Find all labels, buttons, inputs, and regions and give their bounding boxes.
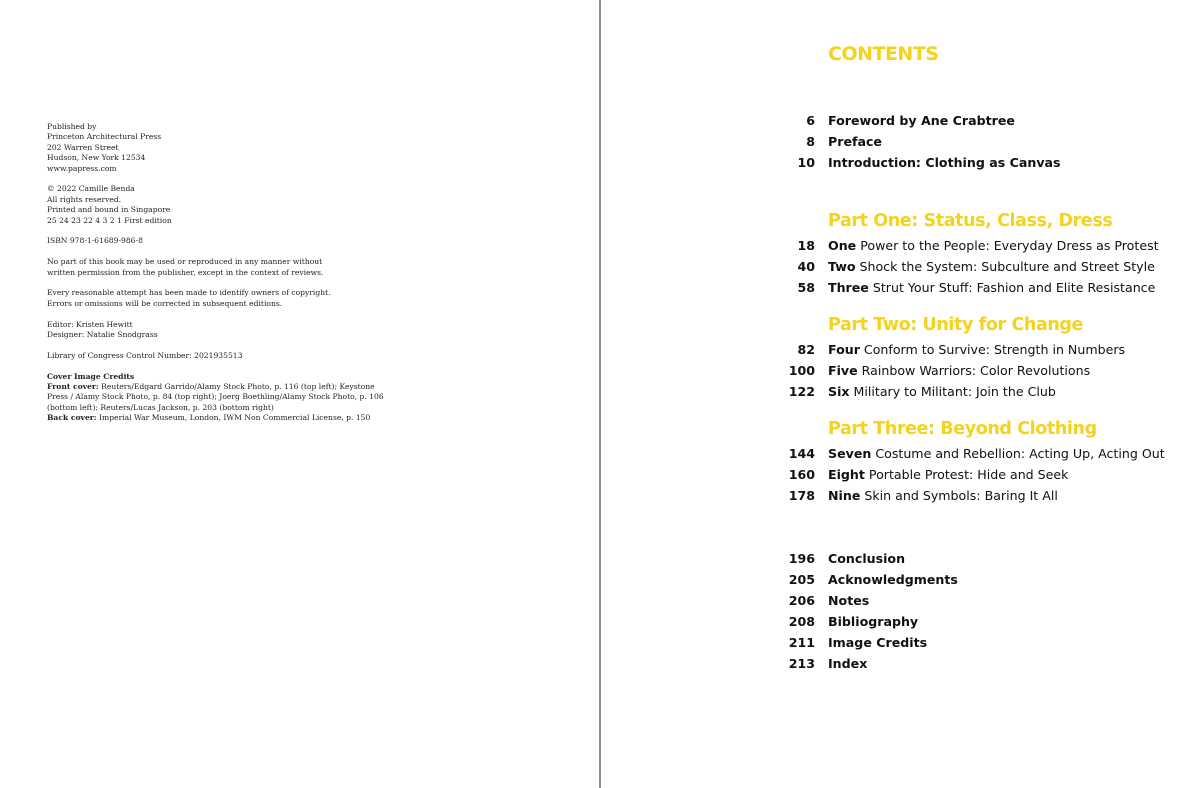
chapter-label [828, 256, 1155, 277]
entry-label [828, 590, 869, 611]
rights-line: 25 24 23 22 4 3 2 1 First edition [47, 215, 172, 225]
chapter-number: One [828, 238, 857, 253]
chapter-number: Six [828, 384, 850, 399]
entry-label [828, 653, 867, 674]
toc-chapter[interactable] [760, 339, 1126, 360]
toc-chapter[interactable] [760, 235, 1159, 256]
publisher-line: Published by [47, 122, 97, 131]
reproduction-notice [47, 257, 367, 278]
toc-entry[interactable] [760, 548, 906, 569]
editor-line: Editor: Kristen Hewitt [47, 319, 133, 329]
rights-line: All rights reserved. [47, 194, 122, 204]
lccn-text: Library of Congress Control Number: 2021935513 [47, 350, 243, 360]
page-number: 40 [797, 259, 815, 274]
front-cover-label: Front cover: [47, 382, 99, 392]
part-heading: Part One: Status, Class, Dress [828, 211, 1113, 231]
chapter-label [828, 443, 1165, 464]
chapter-label [828, 360, 1090, 381]
toc-chapter[interactable] [760, 443, 1165, 464]
page-number: 144 [788, 446, 815, 461]
chapter-number: Nine [828, 488, 861, 503]
chapter-number: Three [828, 280, 869, 295]
chapter-label [828, 485, 1058, 506]
page-number: 196 [788, 551, 815, 566]
part-heading: Part Three: Beyond Clothing [828, 419, 1097, 439]
page-number: 8 [806, 134, 815, 149]
editorial-credits [47, 320, 367, 341]
rights-info [47, 184, 367, 226]
page-number: 208 [788, 614, 815, 629]
publisher-line: www.papress.com [47, 163, 117, 173]
page-number: 206 [788, 593, 815, 608]
notice-line: Every reasonable attempt has been made to identify owners of copyright. [47, 288, 331, 298]
toc-chapter[interactable] [760, 277, 1156, 298]
page-number: 205 [788, 572, 815, 587]
entry-title: Image Credits [828, 635, 928, 650]
copyright-page [0, 0, 599, 788]
back-cover-text: Imperial War Museum, London, IWM Non Commercial License, p. 150 [96, 413, 371, 423]
entry-title: Acknowledgments [828, 572, 958, 587]
publisher-line: Hudson, New York 12534 [47, 153, 146, 163]
entry-title: Conclusion [828, 551, 906, 566]
entry-title: Introduction: Clothing as Canvas [828, 155, 1061, 170]
toc-entry[interactable] [760, 110, 1015, 131]
page-number: 6 [806, 113, 815, 128]
toc-entry[interactable] [760, 611, 919, 632]
page-number: 122 [788, 384, 815, 399]
chapter-label [828, 277, 1155, 298]
page-number: 213 [788, 656, 815, 671]
credits-heading: Cover Image Credits [47, 371, 135, 381]
chapter-number: Four [828, 342, 860, 357]
page-number: 178 [788, 488, 815, 503]
entry-title: Foreword by Ane Crabtree [828, 113, 1015, 128]
page-number: 58 [797, 280, 815, 295]
entry-label [828, 632, 927, 653]
chapter-title: Strut Your Stuff: Fashion and Elite Resistance [872, 280, 1156, 295]
toc-entry[interactable] [760, 590, 870, 611]
cover-image-credits [47, 371, 384, 424]
toc-entry[interactable] [760, 569, 958, 590]
chapter-label [828, 235, 1159, 256]
front-cover-text: Reuters/Edgard Garrido/Alamy Stock Photo, p. 116 (top left); Keystone [98, 382, 375, 392]
entry-label [828, 611, 918, 632]
page-number: 82 [797, 342, 815, 357]
chapter-title: Costume and Rebellion: Acting Up, Acting Out [875, 446, 1165, 461]
toc-chapter[interactable] [760, 360, 1091, 381]
entry-label [828, 548, 905, 569]
chapter-title: Shock the System: Subculture and Street Style [859, 259, 1155, 274]
entry-label [828, 569, 958, 590]
notice-line: Errors or omissions will be corrected in subsequent editions. [47, 298, 283, 308]
chapter-title: Rainbow Warriors: Color Revolutions [861, 363, 1091, 378]
page-number: 18 [797, 238, 815, 253]
toc-entry[interactable] [760, 632, 928, 653]
rights-line: © 2022 Camille Benda [47, 184, 135, 194]
page-number: 10 [797, 155, 815, 170]
chapter-title: Military to Militant: Join the Club [853, 384, 1056, 399]
toc-chapter[interactable] [760, 256, 1155, 277]
copyright-owner-notice [47, 288, 367, 309]
back-cover-credit [47, 413, 371, 423]
publisher-line: 202 Warren Street [47, 142, 119, 152]
isbn [47, 236, 367, 246]
toc-chapter[interactable] [760, 485, 1058, 506]
part-heading: Part Two: Unity for Change [828, 315, 1084, 335]
chapter-label [828, 464, 1068, 485]
isbn-text: ISBN 978-1-61689-986-8 [47, 236, 143, 246]
chapter-number: Eight [828, 467, 865, 482]
lccn [47, 351, 367, 361]
entry-label [828, 131, 882, 152]
chapter-number: Five [828, 363, 858, 378]
chapter-title: Portable Protest: Hide and Seek [868, 467, 1069, 482]
toc-chapter[interactable] [760, 464, 1069, 485]
back-cover-label: Back cover: [47, 413, 97, 423]
chapter-title: Conform to Survive: Strength in Numbers [863, 342, 1126, 357]
entry-title: Notes [828, 593, 870, 608]
rights-line: Printed and bound in Singapore [47, 205, 171, 215]
chapter-number: Seven [828, 446, 872, 461]
entry-title: Index [828, 656, 868, 671]
front-cover-credit [47, 382, 375, 392]
copyright-block [47, 122, 384, 434]
chapter-label [828, 381, 1056, 402]
page-number: 160 [788, 467, 815, 482]
page-number: 211 [788, 635, 815, 650]
front-cover-credit-cont: (bottom left); Reuters/Lucas Jackson, p. 203 (bottom right) [47, 402, 274, 412]
chapter-number: Two [828, 259, 856, 274]
toc-chapter[interactable] [760, 381, 1056, 402]
publisher-info [47, 122, 367, 174]
chapter-title: Power to the People: Everyday Dress as Protest [860, 238, 1159, 253]
publisher-line: Princeton Architectural Press [47, 132, 162, 142]
chapter-title: Skin and Symbols: Baring It All [864, 488, 1058, 503]
chapter-label [828, 339, 1125, 360]
toc-entry[interactable] [760, 131, 882, 152]
page-number: 100 [788, 363, 815, 378]
notice-line: written permission from the publisher, except in the context of reviews. [47, 267, 324, 277]
toc-entry[interactable] [760, 152, 1061, 173]
entry-label [828, 110, 1015, 131]
front-cover-credit-cont: Press / Alamy Stock Photo, p. 84 (top right); Joerg Boethling/Alamy Stock Photo, p. 106 [47, 392, 384, 402]
entry-label [828, 152, 1061, 173]
contents-title: CONTENTS [828, 43, 939, 65]
notice-line: No part of this book may be used or reproduced in any manner without [47, 257, 323, 267]
entry-title: Bibliography [828, 614, 919, 629]
designer-line: Designer: Natalie Snodgrass [47, 330, 158, 340]
entry-title: Preface [828, 134, 882, 149]
toc-entry[interactable] [760, 653, 868, 674]
